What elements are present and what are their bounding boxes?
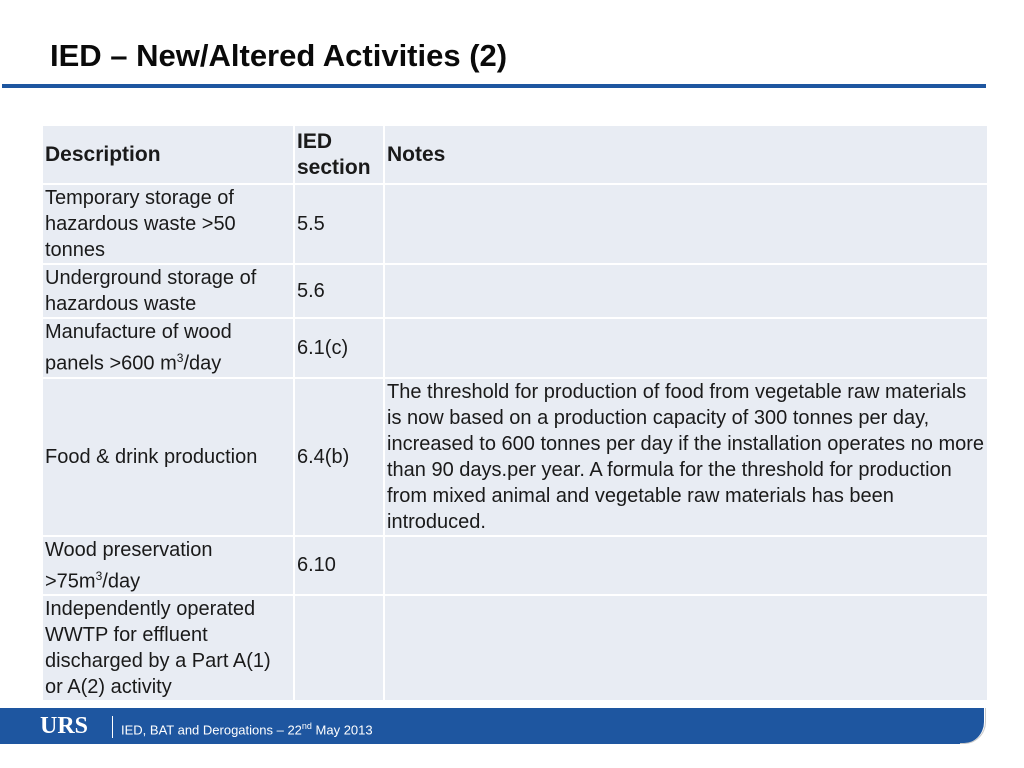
table-row <box>42 595 988 701</box>
cell-notes <box>384 595 988 701</box>
cell-notes <box>384 184 988 264</box>
cell-section: 6.10 <box>294 536 384 596</box>
description-text: Manufacture of wood panels >600 m <box>45 321 232 375</box>
table-row <box>42 318 988 378</box>
cell-notes <box>384 264 988 318</box>
superscript-text: 3 <box>176 351 184 365</box>
cell-section: 5.5 <box>294 184 384 264</box>
table-row <box>42 184 988 264</box>
cell-description: Independently operated WWTP for effluent discharged by a Part A(1) or A(2) activity <box>42 595 294 701</box>
description-text: Wood preservation >75m <box>45 538 213 593</box>
slide-title: IED – New/Altered Activities (2) <box>50 38 508 73</box>
table-row <box>42 264 988 318</box>
footer-caption-text: IED, BAT and Derogations – 22 <box>121 722 302 738</box>
cell-notes <box>384 536 988 596</box>
activities-table <box>41 124 989 702</box>
activities-table-container <box>41 124 987 702</box>
table-header-row <box>42 125 988 184</box>
cell-notes: The threshold for production of food from vegetable raw materials is now based on a production capacity of 300 tonnes per day, increased to 600 tonnes per day if the installation operates no more than 90 days.per year. A formula for the threshold for production from mixed animal and vegetable raw materials has been introduced. <box>384 378 988 536</box>
footer-caption-text: May 2013 <box>311 722 373 738</box>
table-row <box>42 536 988 596</box>
cell-description: Food & drink production <box>42 378 294 536</box>
description-text: /day <box>102 570 141 593</box>
cell-description <box>42 318 294 378</box>
superscript-text: 3 <box>95 568 103 583</box>
cell-section: 6.1(c) <box>294 318 384 378</box>
title-underline <box>2 84 986 88</box>
urs-logo: URS <box>40 713 89 739</box>
header-description: Description <box>42 125 294 184</box>
description-text: /day <box>183 352 222 375</box>
footer-page-curl <box>960 708 986 744</box>
cell-notes <box>384 318 988 378</box>
header-ied-section: IED section <box>294 125 384 184</box>
cell-description: Temporary storage of hazardous waste >50 tonnes <box>42 184 294 264</box>
cell-section <box>294 595 384 701</box>
footer-caption-superscript: nd <box>301 721 312 731</box>
footer-caption <box>121 718 373 738</box>
cell-section: 6.4(b) <box>294 378 384 536</box>
cell-description: Underground storage of hazardous waste <box>42 264 294 318</box>
cell-description <box>42 536 294 596</box>
table-row <box>42 378 988 536</box>
footer-divider <box>112 716 113 738</box>
cell-section: 5.6 <box>294 264 384 318</box>
header-notes: Notes <box>384 125 988 184</box>
